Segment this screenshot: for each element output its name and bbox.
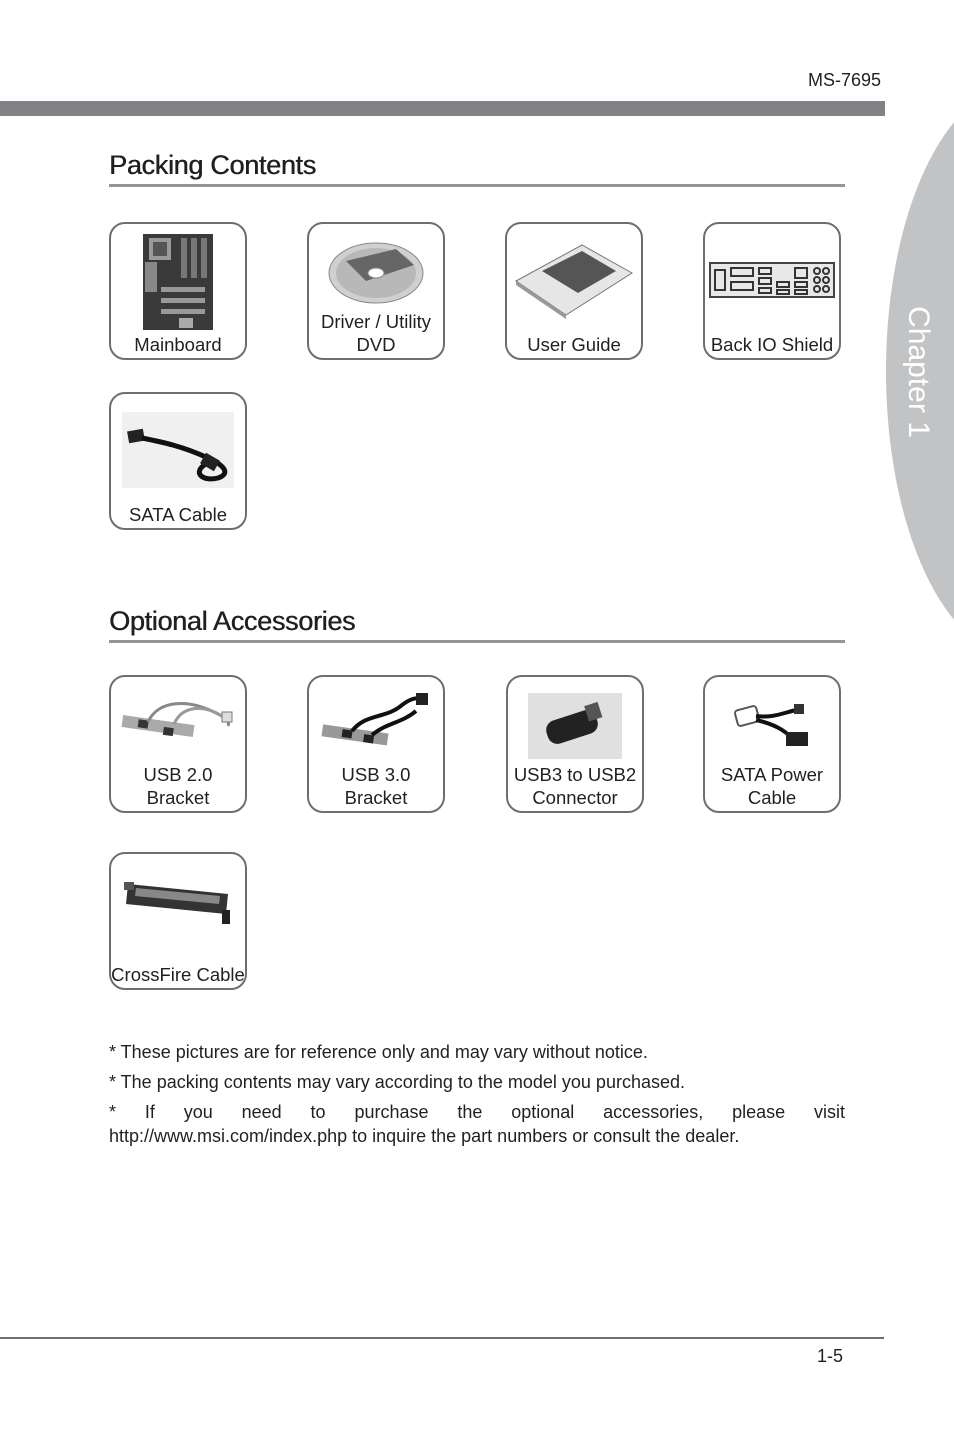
io-shield-card <box>703 222 841 360</box>
crossfire-cable-icon <box>111 858 245 948</box>
user-guide-label: User Guide <box>527 334 621 355</box>
crossfire-cable-card <box>109 852 247 990</box>
chapter-tab-label: Chapter 1 <box>902 306 935 438</box>
usb2-bracket-icon <box>111 681 245 771</box>
mainboard-icon <box>111 230 245 334</box>
note-purchase: * If you need to purchase the optional accessories, please visit http://www.msi.com/index.php to inquire the part numbers or consult the dealer. <box>109 1102 845 1146</box>
dvd-label: Driver / Utility DVD <box>321 311 431 355</box>
model-number: MS-7695 <box>807 70 881 90</box>
sata-power-cable-label: SATA Power Cable <box>720 764 824 808</box>
note-model: * The packing contents may vary according to the model you purchased. <box>109 1072 685 1092</box>
optional-accessories-title: Optional Accessories <box>109 606 356 636</box>
usb3-bracket-label: USB 3.0 Bracket <box>341 764 411 808</box>
usb-connector-card <box>506 675 644 813</box>
sata-cable-icon <box>111 398 245 502</box>
mainboard-card <box>109 222 247 360</box>
usb3-bracket-card <box>307 675 445 813</box>
sata-cable-label: SATA Cable <box>128 504 228 525</box>
usb-connector-label: USB3 to USB2 Connector <box>513 764 637 808</box>
packing-title-rule <box>109 184 845 187</box>
dvd-icon <box>309 228 443 318</box>
sata-power-cable-card <box>703 675 841 813</box>
mainboard-label: Mainboard <box>134 334 222 355</box>
usb2-bracket-label: USB 2.0 Bracket <box>143 764 213 808</box>
io-shield-icon <box>705 228 839 332</box>
optional-title-rule <box>109 640 845 643</box>
note-reference: * These pictures are for reference only and may vary without notice. <box>109 1042 648 1062</box>
dvd-card <box>307 222 445 360</box>
sata-power-cable-icon <box>705 681 839 771</box>
user-guide-card <box>505 222 643 360</box>
usb2-bracket-card <box>109 675 247 813</box>
page-number: 1-5 <box>816 1346 843 1366</box>
user-guide-icon <box>507 228 641 332</box>
header-bar <box>0 101 885 116</box>
packing-contents-title: Packing Contents <box>109 150 316 180</box>
crossfire-cable-label: CrossFire Cable <box>111 964 245 985</box>
usb-connector-icon <box>508 681 642 771</box>
footer-rule <box>0 1337 884 1339</box>
notes <box>109 1040 845 1154</box>
io-shield-label: Back IO Shield <box>710 334 834 355</box>
sata-cable-card <box>109 392 247 530</box>
usb3-bracket-icon <box>309 681 443 771</box>
